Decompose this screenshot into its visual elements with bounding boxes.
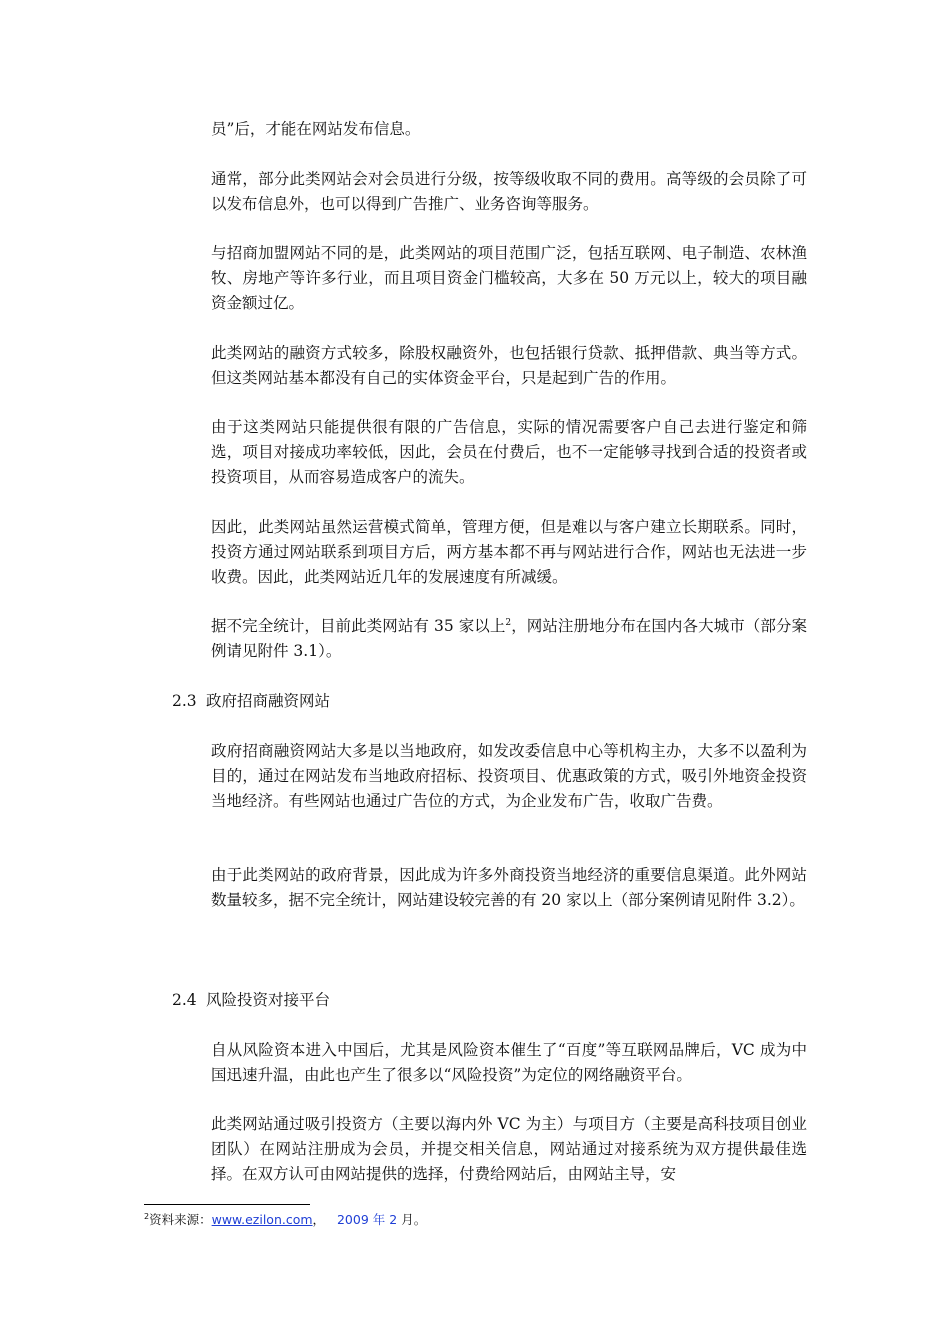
paragraph-gov-background: 由于此类网站的政府背景，因此成为许多外商投资当地经济的重要信息渠道。此外网站数量较多，据不完全统计，网站建设较完善的有 20 家以上（部分案例请见附件 3.2）。 (211, 866, 807, 909)
paragraph-statistics (211, 614, 807, 664)
paragraph-limited-info: 由于这类网站只能提供很有限的广告信息，实际的情况需要客户自己去进行鉴定和筛选，项目对接成功率较低，因此，会员在付费后，也不一定能够寻找到合适的投资者或投资项目，从而容易造成客户的流失。 (211, 418, 807, 486)
paragraph-continuation: 员”后，才能在网站发布信息。 (211, 120, 421, 138)
footnote (144, 1211, 426, 1229)
section-number: 2.4 (172, 991, 197, 1009)
footnote-year-char: 年 (372, 1212, 386, 1227)
paragraph-gov-sites: 政府招商融资网站大多是以当地政府，如发改委信息中心等机构主办，大多不以盈利为目的，通过在网站发布当地政府招标、投资项目、优惠政策的方式，吸引外地资金投资当地经济。有些网站也通过广告位的方式，为企业发布广告，收取广告费。 (211, 742, 807, 810)
paragraph-vc-intro: 自从风险资本进入中国后，尤其是风险资本催生了“百度”等互联网品牌后，VC 成为中国迅速升温，由此也产生了很多以“风险投资”为定位的网络融资平台。 (211, 1041, 807, 1084)
footnote-month: 2 (389, 1212, 398, 1227)
paragraph-vc-matching: 此类网站通过吸引投资方（主要以海内外 VC 为主）与项目方（主要是高科技项目创业团队）在网站注册成为会员，并提交相关信息，网站通过对接系统为双方提供最佳选择。在双方认可由网站提供的选择，付费给网站后，由网站主导，安 (211, 1115, 807, 1183)
footnote-month-char: 月。 (401, 1212, 427, 1227)
section-heading-2-3 (172, 689, 330, 714)
footnote-separator-text: ， (312, 1212, 326, 1227)
paragraph-project-scope: 与招商加盟网站不同的是，此类网站的项目范围广泛，包括互联网、电子制造、农林渔牧、房地产等许多行业，而且项目资金门槛较高，大多在 50 万元以上，较大的项目融资金额过亿。 (211, 244, 807, 312)
paragraph-slowdown: 因此，此类网站虽然运营模式简单，管理方便，但是难以与客户建立长期联系。同时，投资方通过网站联系到项目方后，两方基本都不再与网站进行合作，网站也无法进一步收费。因此，此类网站近几年的发展速度有所减缓。 (211, 518, 807, 586)
footnote-source-link[interactable]: www.ezilon.com (211, 1212, 313, 1227)
section-title: 政府招商融资网站 (206, 692, 331, 710)
section-title: 风险投资对接平台 (206, 991, 331, 1009)
paragraph-financing-methods: 此类网站的融资方式较多，除股权融资外，也包括银行贷款、抵押借款、典当等方式。但这类网站基本都没有自己的实体资金平台，只是起到广告的作用。 (211, 344, 807, 387)
paragraph-membership-levels: 通常，部分此类网站会对会员进行分级，按等级收取不同的费用。高等级的会员除了可以发布信息外，也可以得到广告推广、业务咨询等服务。 (211, 170, 807, 213)
footnote-separator (144, 1204, 310, 1205)
footnote-marker: 2 (144, 1211, 150, 1221)
statistics-text-after: ，网站注册地分布在国内各大城市（部分案例请见附件 3.1）。 (211, 617, 807, 660)
section-number: 2.3 (172, 692, 197, 710)
footnote-label: 资料来源： (149, 1212, 212, 1227)
section-heading-2-4 (172, 988, 330, 1013)
footnote-year: 2009 (336, 1212, 369, 1227)
footnote-reference[interactable]: 2 (505, 617, 512, 628)
statistics-text-before: 据不完全统计，目前此类网站有 35 家以上 (211, 617, 506, 635)
